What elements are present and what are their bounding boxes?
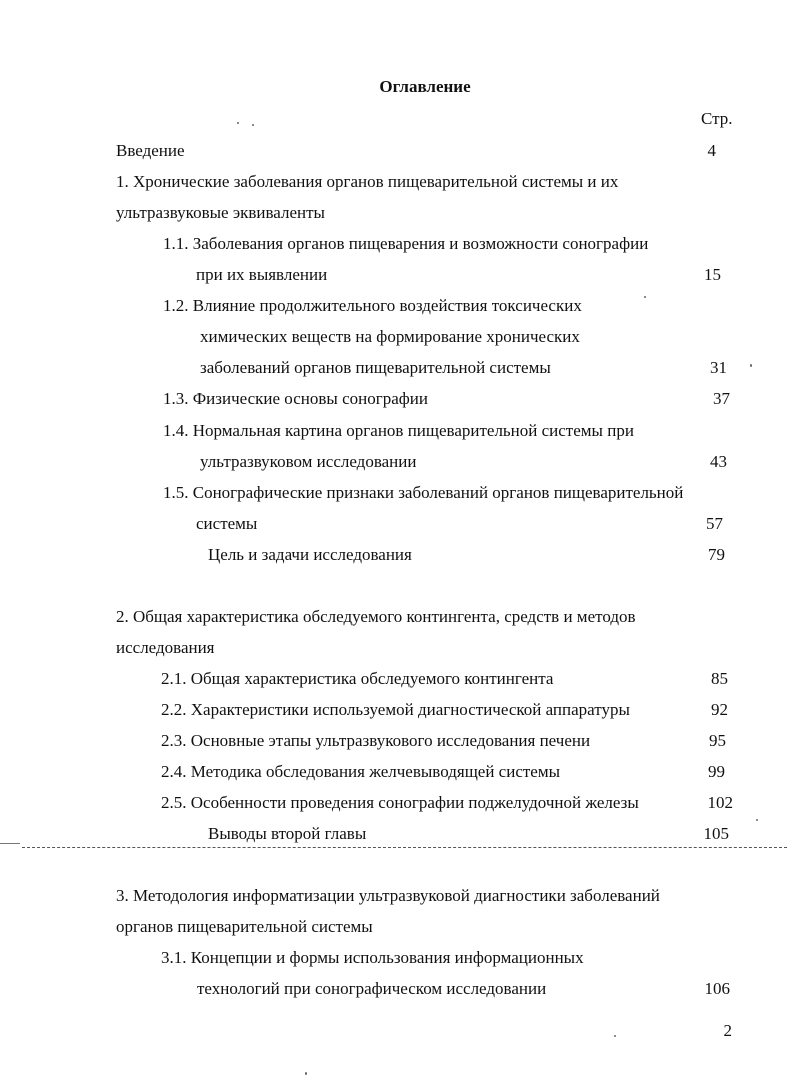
scan-speck bbox=[237, 122, 239, 124]
toc-entry-1-5-cont: системы bbox=[196, 514, 258, 533]
toc-page: 31 bbox=[710, 358, 727, 377]
toc-entry-2-4: 2.4. Методика обследования желчевыводящей системы bbox=[161, 762, 561, 781]
toc-page: 92 bbox=[711, 700, 728, 719]
toc-entry-ch3: 3. Методология информатизации ультразвуковой диагностики заболеваний bbox=[116, 886, 660, 905]
toc-entry-ch2-cont: исследования bbox=[116, 638, 215, 657]
toc-entry-1-2-cont: химических веществ на формирование хронических bbox=[200, 327, 580, 346]
page-number: 2 bbox=[723, 1021, 732, 1040]
toc-page: 106 bbox=[704, 979, 730, 998]
page-column-label: Стр. bbox=[701, 109, 733, 128]
toc-entry-1-4: 1.4. Нормальная картина органов пищеварительной системы при bbox=[163, 421, 634, 440]
toc-page: 95 bbox=[709, 731, 726, 750]
toc-entry-ch2-conclusions: Выводы второй главы bbox=[208, 824, 367, 843]
toc-page: 57 bbox=[706, 514, 723, 533]
toc-entry-1-2-cont2: заболеваний органов пищеварительной системы bbox=[200, 358, 551, 377]
scan-rule-left bbox=[0, 843, 20, 844]
toc-entry-goals: Цель и задачи исследования bbox=[208, 545, 412, 564]
scan-speck bbox=[756, 819, 758, 821]
toc-entry-ch1: 1. Хронические заболевания органов пищеварительной системы и их bbox=[116, 172, 619, 191]
scan-speck bbox=[305, 1072, 307, 1075]
toc-entry-ch1-cont: ультразвуковые эквиваленты bbox=[116, 203, 325, 222]
toc-entry-1-3: 1.3. Физические основы сонографии bbox=[163, 389, 428, 408]
toc-page: 79 bbox=[708, 545, 725, 564]
toc-entry-2-3: 2.3. Основные этапы ультразвукового исследования печени bbox=[161, 731, 591, 750]
toc-entry-2-5: 2.5. Особенности проведения сонографии поджелудочной железы bbox=[161, 793, 639, 812]
toc-page: 15 bbox=[704, 265, 721, 284]
toc-entry-1-1-cont: при их выявлении bbox=[196, 265, 328, 284]
toc-page: 105 bbox=[703, 824, 729, 843]
scan-rule bbox=[22, 847, 787, 848]
toc-page: 37 bbox=[713, 389, 730, 408]
toc-entry-3-1: 3.1. Концепции и формы использования информационных bbox=[161, 948, 584, 967]
toc-page: 85 bbox=[711, 669, 728, 688]
scan-speck bbox=[644, 296, 646, 298]
toc-entry-1-2: 1.2. Влияние продолжительного воздействия токсических bbox=[163, 296, 582, 315]
toc-page: 102 bbox=[707, 793, 733, 812]
toc-entry-2-2: 2.2. Характеристики используемой диагностической аппаратуры bbox=[161, 700, 630, 719]
toc-entry-1-5: 1.5. Сонографические признаки заболеваний органов пищеварительной bbox=[163, 483, 684, 502]
toc-entry-1-1: 1.1. Заболевания органов пищеварения и возможности сонографии bbox=[163, 234, 649, 253]
toc-heading: Оглавление bbox=[379, 77, 471, 96]
toc-entry-intro: Введение bbox=[116, 141, 185, 160]
toc-page: 43 bbox=[710, 452, 727, 471]
toc-entry-1-4-cont: ультразвуковом исследовании bbox=[200, 452, 417, 471]
scan-speck bbox=[750, 364, 752, 367]
scan-speck bbox=[614, 1035, 616, 1037]
toc-entry-ch2: 2. Общая характеристика обследуемого контингента, средств и методов bbox=[116, 607, 636, 626]
scan-speck bbox=[252, 124, 254, 126]
toc-entry-ch3-cont: органов пищеварительной системы bbox=[116, 917, 373, 936]
toc-page: 4 bbox=[707, 141, 716, 160]
toc-entry-3-1-cont: технологий при сонографическом исследовании bbox=[197, 979, 547, 998]
toc-entry-2-1: 2.1. Общая характеристика обследуемого контингента bbox=[161, 669, 554, 688]
toc-page: 99 bbox=[708, 762, 725, 781]
